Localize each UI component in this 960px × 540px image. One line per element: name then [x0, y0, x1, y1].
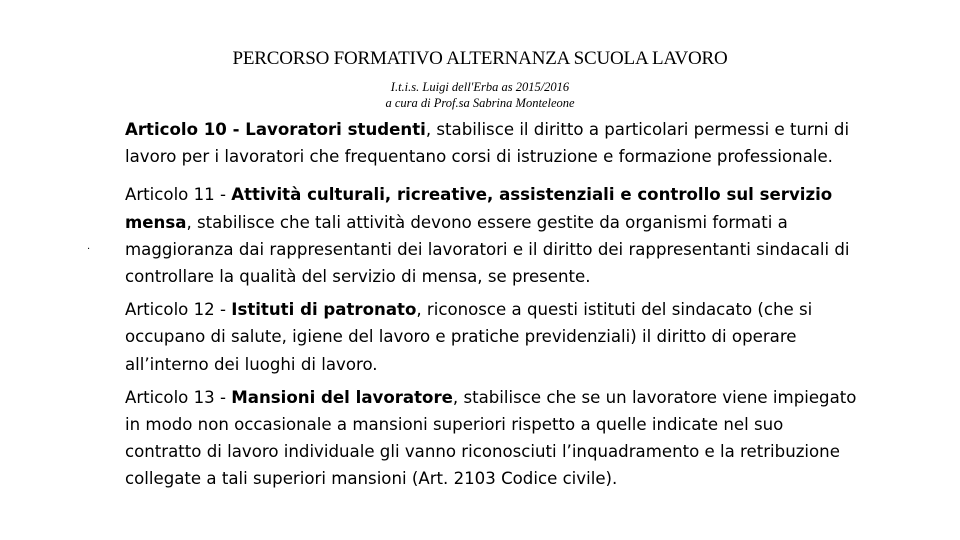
article-11-body: , stabilisce che tali attività devono essere gestite da organismi formati a maggioranza dai rappresentanti dei lavoratori e il diritto dei rappresentanti sindacali di controllare la qualità del servizio di mensa, se presente. — [125, 212, 850, 287]
school-subtitle: I.t.i.s. Luigi dell'Erba as 2015/2016 — [390, 80, 570, 94]
article-13-body: , stabilisce che se un lavoratore viene impiegato in modo non occasionale a mansioni superiori rispetto a quelle indicate nel suo contratto di lavoro individuale gli vanno riconosciuti l’inquadramento e la retribuzione collegate a tali superiori mansioni (Art. 2103 Codice civile). — [125, 387, 857, 489]
article-12 — [125, 296, 865, 378]
article-12-heading: Istituti di patronato — [231, 300, 417, 320]
article-11-label: Articolo 11 - — [125, 185, 232, 205]
bullet-mark: · — [87, 244, 91, 255]
article-11-heading: Attività culturali, ricreative, assistenziali e controllo sul servizio mensa — [125, 185, 833, 232]
article-10-heading: Articolo 10 - Lavoratori studenti — [125, 120, 426, 139]
articles-list — [125, 116, 865, 493]
article-13-heading: Mansioni del lavoratore — [231, 387, 453, 407]
article-10 — [125, 116, 865, 170]
article-10-body: , stabilisce il diritto a particolari permessi e turni di lavoro per i lavoratori che frequentano corsi di istruzione e formazione professionale. — [125, 120, 850, 167]
page-title: PERCORSO FORMATIVO ALTERNANZA SCUOLA LAVORO — [232, 48, 728, 69]
article-11 — [125, 181, 865, 290]
article-13 — [125, 384, 865, 493]
article-13-label: Articolo 13 - — [125, 387, 232, 407]
author-subtitle: a cura di Prof.sa Sabrina Monteleone — [385, 96, 575, 110]
article-12-body: , riconosce a questi istituti del sindacato (che si occupano di salute, igiene del lavoro e pratiche previdenziali) il diritto di operare all’interno dei luoghi di lavoro. — [125, 300, 813, 374]
article-12-label: Articolo 12 - — [125, 300, 232, 320]
